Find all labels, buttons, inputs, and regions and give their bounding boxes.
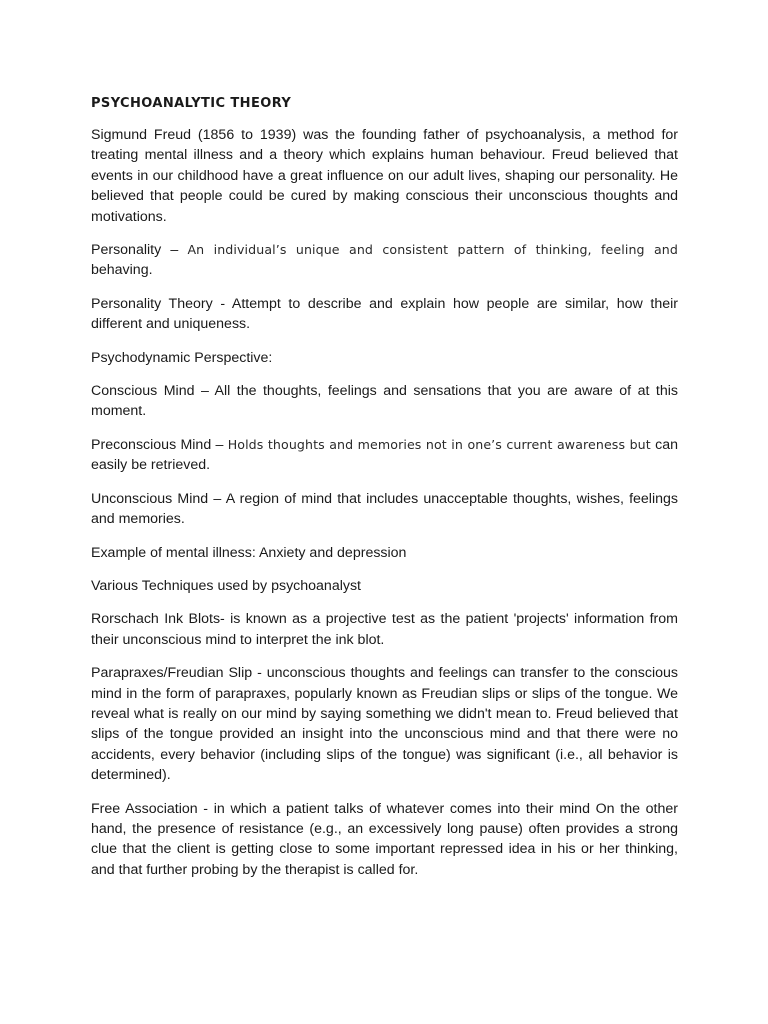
unconscious-mind-paragraph: Unconscious Mind – A region of mind that includes unacceptable thoughts, wishes, feelings and memories. bbox=[91, 490, 678, 528]
techniques-heading: Various Techniques used by psychoanalyst bbox=[91, 577, 361, 594]
conscious-mind-paragraph: Conscious Mind – All the thoughts, feelings and sensations that you are aware of at this moment. bbox=[91, 383, 678, 420]
intro-paragraph: Sigmund Freud (1856 to 1939) was the founding father of psychoanalysis, a method for treating mental illness and a theory which explains human behaviour. Freud believed that events in our childhood have a great influence on our adult lives, shaping our personality. He believed that people could be cured by making conscious their unconscious thoughts and motivations. bbox=[91, 127, 678, 225]
preconscious-definition-continuation: can easily be retrieved. bbox=[91, 436, 678, 474]
parapraxes-paragraph: Parapraxes/Freudian Slip - unconscious thoughts and feelings can transfer to the conscious mind in the form of parapraxes, popularly known as Freudian slips or slips of the tongue. We reveal what is really on our mind by saying something we didn't mean to. Freud believed that slips of the tongue provided an insight into the unconscious mind and that there were no accidents, every behavior (including slips of the tongue) was significant (i.e., all behavior is determined). bbox=[91, 665, 678, 784]
mental-illness-example: Example of mental illness: Anxiety and depression bbox=[91, 544, 407, 561]
rorschach-paragraph: Rorschach Ink Blots- is known as a projective test as the patient 'projects' information from their unconscious mind to interpret the ink blot. bbox=[91, 611, 678, 648]
personality-term: Personality – bbox=[91, 242, 188, 259]
page-title: PSYCHOANALYTIC THEORY bbox=[91, 96, 292, 111]
preconscious-definition-text: Holds thoughts and memories not in one’s current awareness but bbox=[227, 436, 651, 452]
personality-definition-continuation: behaving. bbox=[91, 262, 153, 279]
personality-theory-paragraph: Personality Theory - Attempt to describe and explain how people are similar, how their different and uniqueness. bbox=[91, 295, 678, 333]
personality-definition bbox=[91, 240, 678, 281]
personality-definition-text: An individual’s unique and consistent pattern of thinking, feeling and bbox=[187, 242, 678, 258]
preconscious-term: Preconscious Mind – bbox=[91, 436, 228, 453]
preconscious-mind-paragraph bbox=[91, 435, 678, 476]
psychodynamic-heading: Psychodynamic Perspective: bbox=[91, 349, 273, 366]
free-association-paragraph: Free Association - in which a patient talks of whatever comes into their mind On the other hand, the presence of resistance (e.g., an excessively long pause) often provides a strong clue that the client is getting close to some important repressed idea in his or her thinking, and that further probing by the therapist is called for. bbox=[91, 800, 678, 878]
document-body bbox=[91, 94, 678, 893]
